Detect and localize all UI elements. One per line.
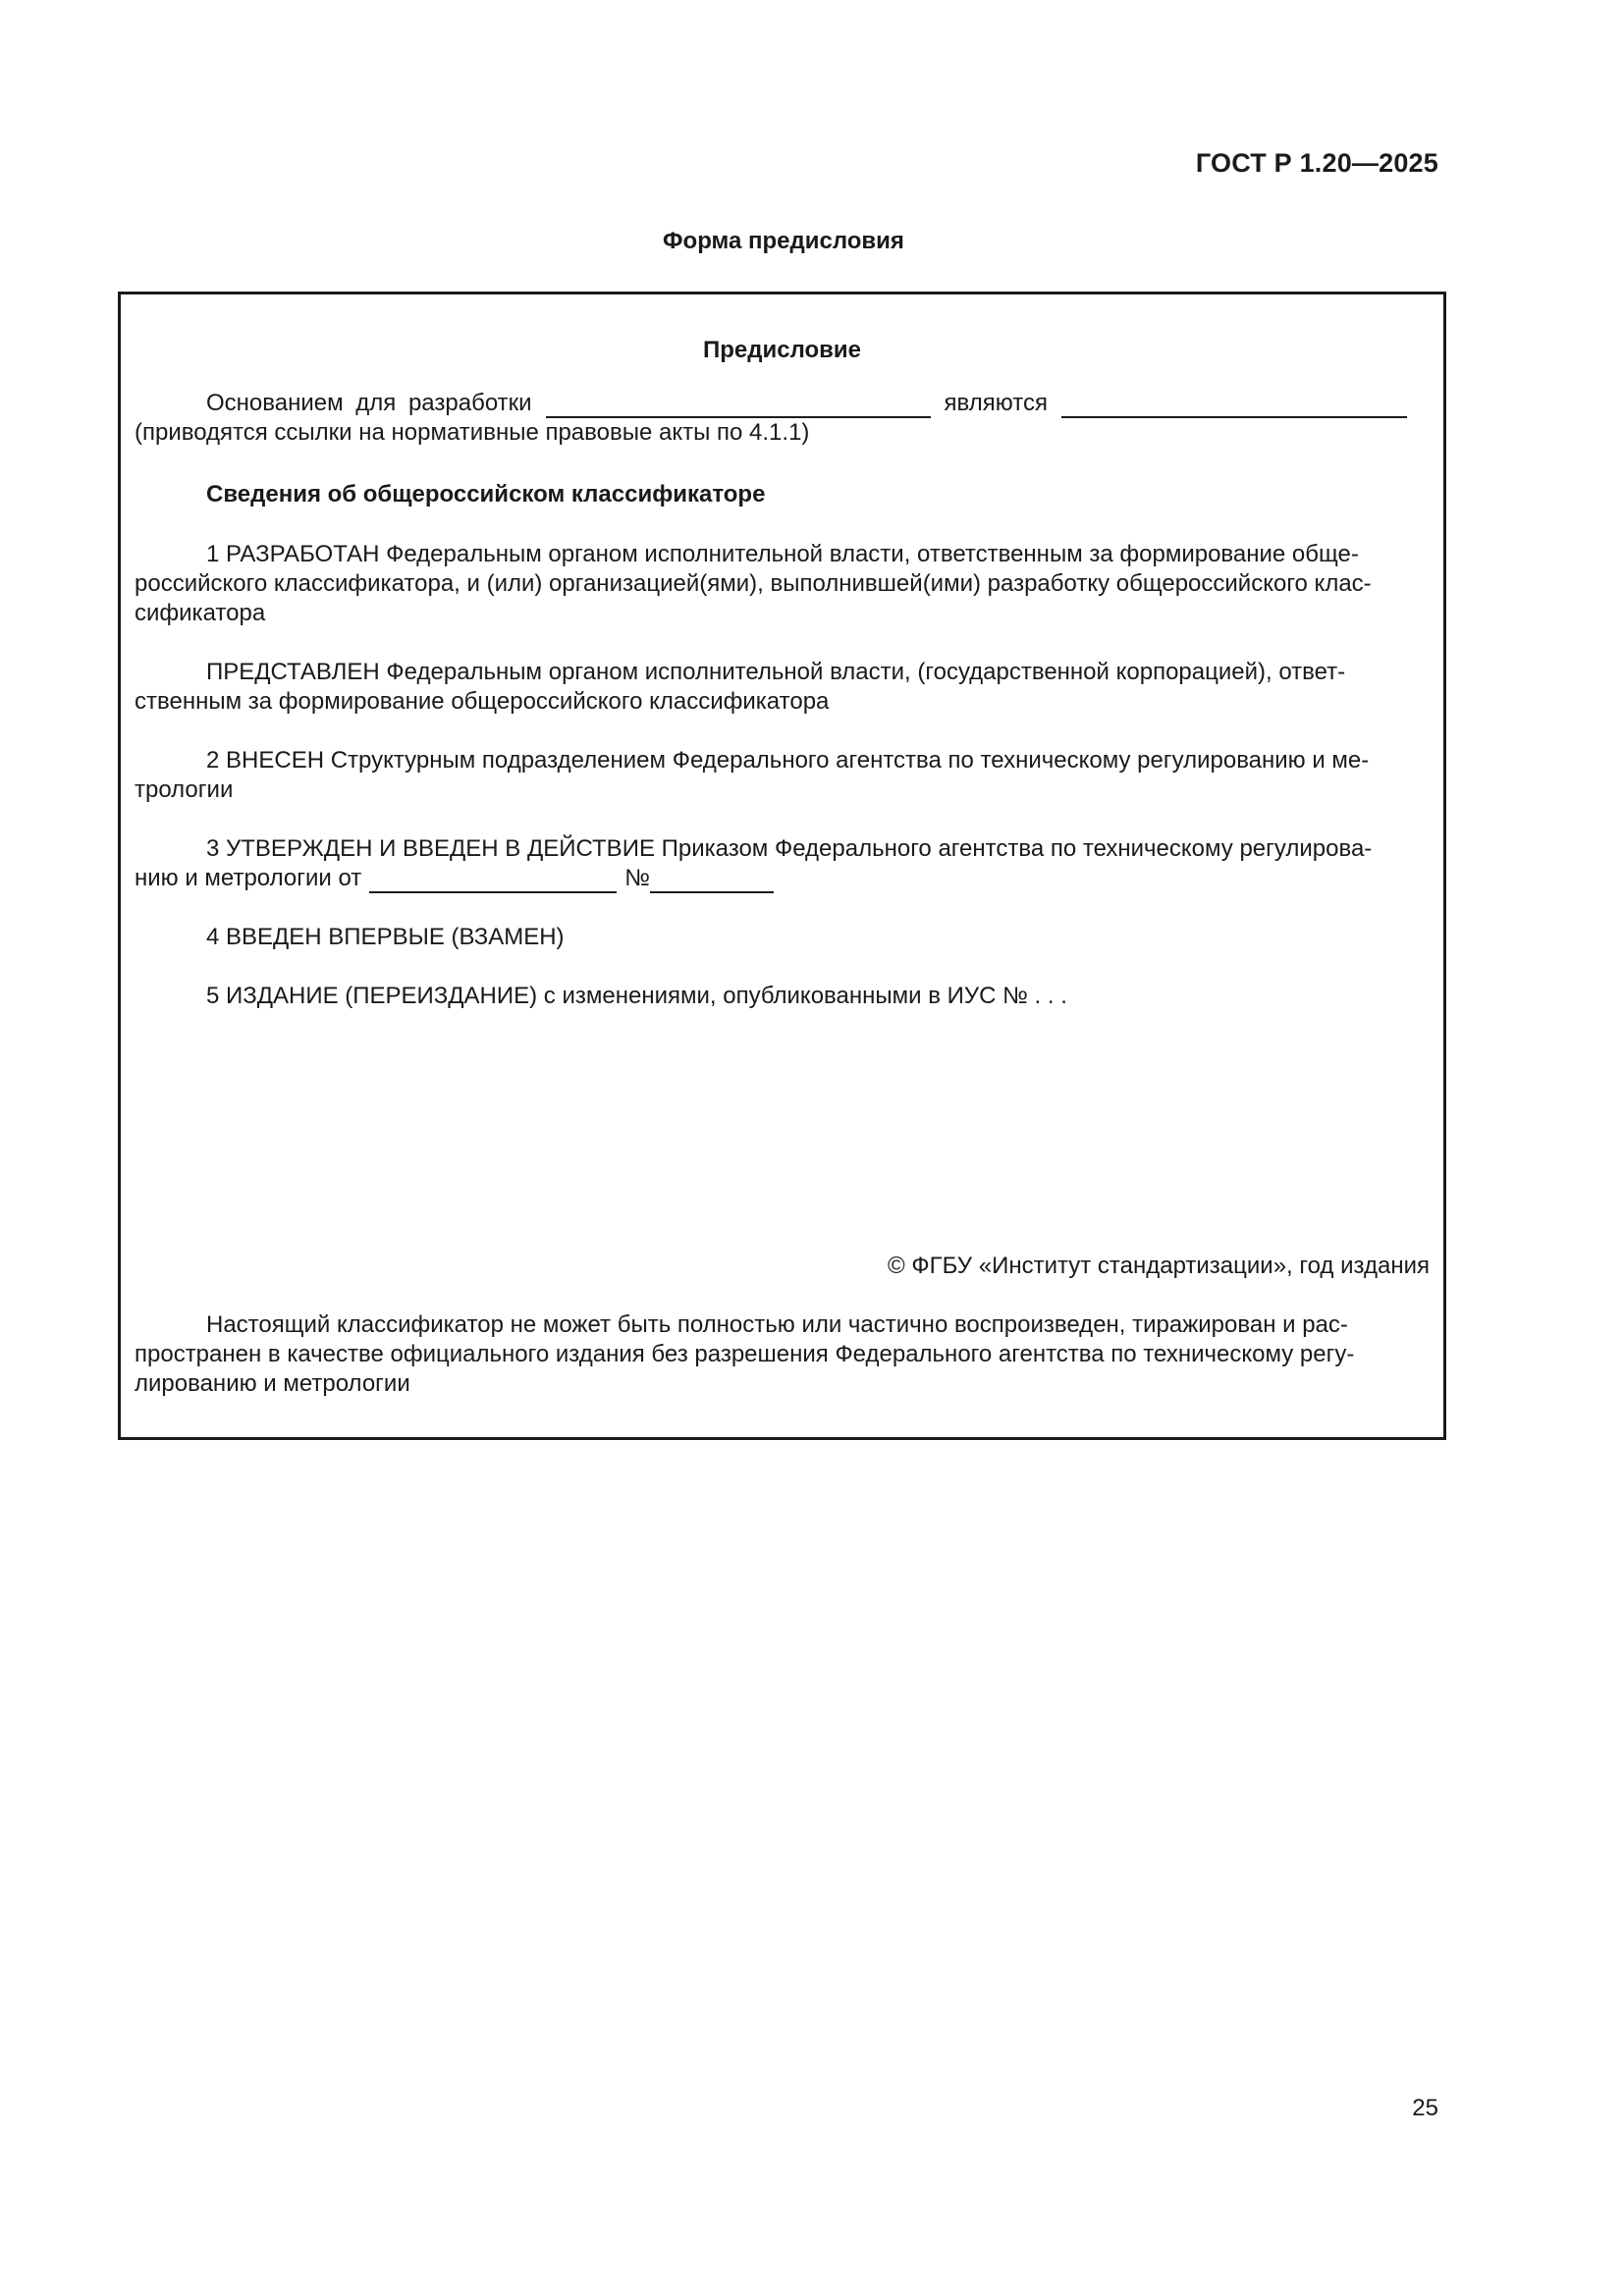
form-title: Форма предисловия xyxy=(663,228,904,254)
item-5: 5 ИЗДАНИЕ (ПЕРЕИЗДАНИЕ) с изменениями, опубликованными в ИУС № . . . xyxy=(206,983,1067,1009)
item-2-line-1: 2 ВНЕСЕН Структурным подразделением Федерального агентства по техническому регулированию и ме- xyxy=(206,747,1370,774)
item-4: 4 ВВЕДЕН ВПЕРВЫЕ (ВЗАМЕН) xyxy=(206,924,565,950)
notice-line-2: пространен в качестве официального издания без разрешения Федерального агентства по техническому регу- xyxy=(135,1341,1355,1367)
copyright-line: © ФГБУ «Институт стандартизации», год издания xyxy=(888,1253,1430,1279)
preface-heading: Предисловие xyxy=(702,337,862,363)
item-3-line-1: 3 УТВЕРЖДЕН И ВВЕДЕН В ДЕЙСТВИЕ Приказом Федерального агентства по техническому регулирова- xyxy=(206,835,1373,862)
item-2-paragraph xyxy=(135,746,1430,805)
presented-line-1: ПРЕДСТАВЛЕН Федеральным органом исполнительной власти, (государственной корпорацией), ответ- xyxy=(206,659,1346,685)
page-number: 25 xyxy=(1412,2095,1438,2121)
item-3-paragraph xyxy=(135,834,1430,893)
order-number-label: № xyxy=(624,865,651,891)
order-number-blank[interactable] xyxy=(650,870,774,893)
item-1-line-1: 1 РАЗРАБОТАН Федеральным органом исполнительной власти, ответственным за формирование обще- xyxy=(206,541,1359,567)
presented-line-2: ственным за формирование общероссийского классификатора xyxy=(135,688,830,715)
order-date-blank[interactable] xyxy=(369,870,617,893)
basis-label-mid: являются xyxy=(944,390,1048,416)
item-1-paragraph xyxy=(135,540,1430,628)
basis-paragraph xyxy=(135,389,1430,448)
basis-blank-1[interactable] xyxy=(546,395,931,418)
item-2-line-2: трологии xyxy=(135,776,234,803)
preface-form-frame xyxy=(118,292,1446,1440)
basis-blank-2[interactable] xyxy=(1061,395,1407,418)
notice-line-3: лированию и метрологии xyxy=(135,1370,410,1397)
classifier-heading: Сведения об общероссийском классификаторе xyxy=(206,481,766,507)
item-1-line-2: российского классификатора, и (или) организацией(ями), выполнившей(ими) разработку общероссийского клас- xyxy=(135,570,1372,597)
presented-paragraph xyxy=(135,658,1430,717)
notice-paragraph xyxy=(135,1310,1430,1399)
item-3-line-2: нию и метрологии от xyxy=(135,865,362,891)
basis-note: (приводятся ссылки на нормативные правовые акты по 4.1.1) xyxy=(135,419,810,446)
standard-code: ГОСТ Р 1.20—2025 xyxy=(1195,148,1438,178)
notice-line-1: Настоящий классификатор не может быть полностью или частично воспроизведен, тиражирован и рас- xyxy=(206,1311,1348,1338)
basis-label: Основанием для разработки xyxy=(206,390,532,416)
item-1-line-3: сификатора xyxy=(135,600,266,626)
